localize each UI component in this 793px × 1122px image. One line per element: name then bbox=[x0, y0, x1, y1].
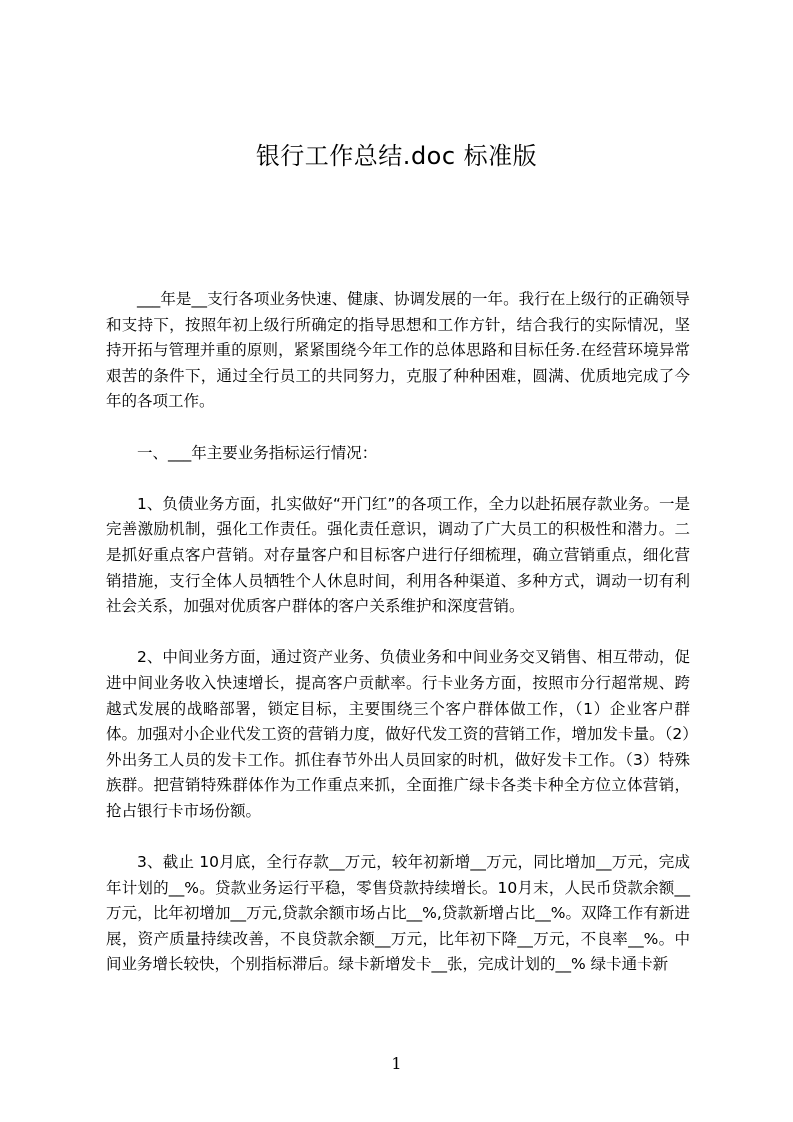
paragraph-gap bbox=[106, 620, 690, 646]
paragraph-gap bbox=[106, 415, 690, 441]
page-number: 1 bbox=[391, 1054, 402, 1073]
section-heading-indicators: 一、___年主要业务指标运行情况： bbox=[137, 443, 378, 462]
document-body bbox=[106, 287, 690, 978]
document-title: 银行工作总结.doc 标准版 bbox=[255, 142, 538, 170]
paragraph-intermediary-business: 2、中间业务方面，通过资产业务、负债业务和中间业务交叉销售、相互带动，促进中间业务收入快速增长，提高客户贡献率。行卡业务方面，按照市分行超常规、跨越式发展的战略部署，锁定目标，主要围绕三个客户群体做工作，（1）企业客户群体。加强对小企业代发工资的营销力度，做好代发工资的营销工作，增加发卡量。（2）外出务工人员的发卡工作。抓住春节外出人员回家的时机，做好发卡工作。（3）特殊族群。把营销特殊群体作为工作重点来抓，全面推广绿卡各类卡种全方位立体营销，抢占银行卡市场份额。 bbox=[106, 648, 690, 820]
paragraph-intro: ___年是__支行各项业务快速、健康、协调发展的一年。我行在上级行的正确领导和支持下，按照年初上级行所确定的指导思想和工作方针，结合我行的实际情况，坚持开拓与管理并重的原则，紧紧围绕今年工作的总体思路和目标任务.在经营环境异常艰苦的条件下，通过全行员工的共同努力，克服了种种困难，圆满、优质地完成了今年的各项工作。 bbox=[106, 290, 690, 411]
paragraph-gap bbox=[106, 466, 690, 492]
paragraph-gap bbox=[106, 824, 690, 850]
paragraph-liability-business: 1、负债业务方面，扎实做好“开门红”的各项工作，全力以赴拓展存款业务。一是完善激励机制，强化工作责任。强化责任意识，调动了广大员工的积极性和潜力。二是抓好重点客户营销。对存量客户和目标客户进行仔细梳理，确立营销重点，细化营销措施，支行全体人员牺牲个人休息时间，利用各种渠道、多种方式，调动一切有利社会关系，加强对优质客户群体的客户关系维护和深度营销。 bbox=[106, 494, 690, 616]
paragraph-october-figures: 3、截止 10月底，全行存款__万元，较年初新增__万元，同比增加__万元，完成年计划的__%。贷款业务运行平稳，零售贷款持续增长。10月末，人民币贷款余额__万元，比年初增加__万元,贷款余额市场占比__%,贷款新增占比__%。双降工作有新进展，资产质量持续改善，不良贷款余额__万元，比年初下降__万元，不良率__%。中间业务增长较快，个别指标滞后。绿卡新增发卡__张，完成计划的__% 绿卡通卡新 bbox=[106, 853, 690, 974]
